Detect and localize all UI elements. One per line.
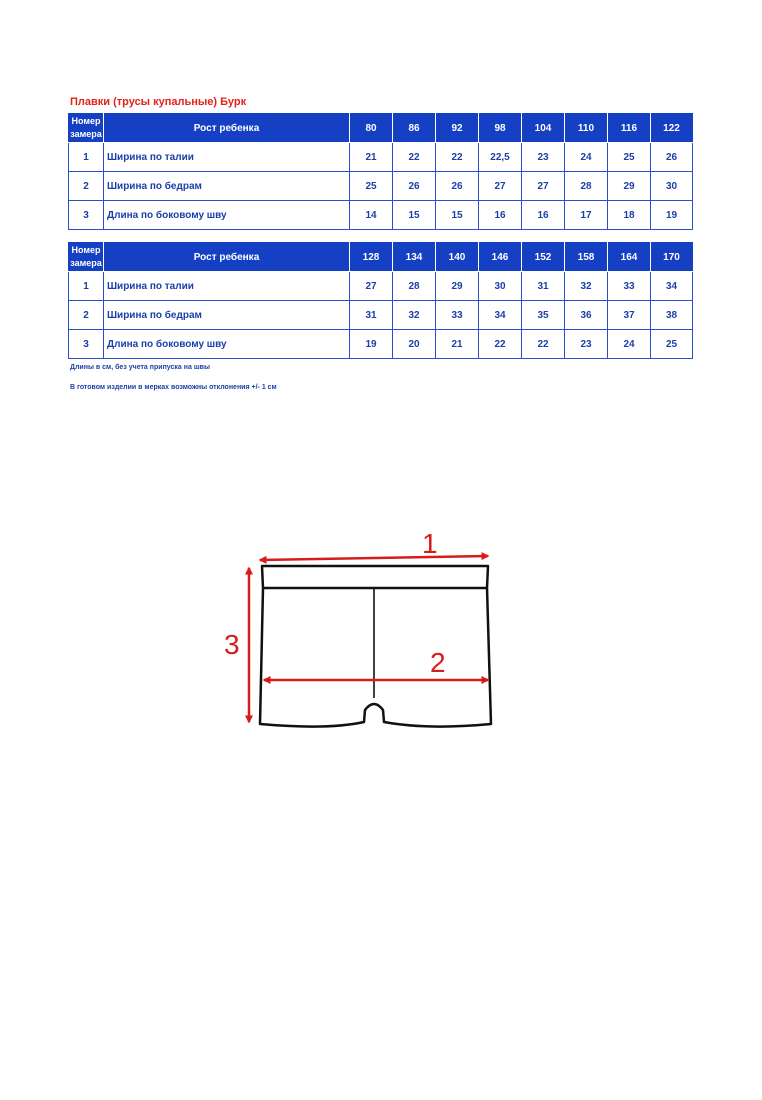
- size-header: 110: [565, 114, 608, 143]
- label-3: 3: [224, 629, 240, 660]
- measure-value: 25: [350, 172, 393, 201]
- label-1: 1: [422, 528, 438, 559]
- page-title: Плавки (трусы купальные) Бурк: [70, 96, 247, 108]
- measure-value: 22: [436, 143, 479, 172]
- measure-value: 35: [522, 301, 565, 330]
- measure-value: 26: [436, 172, 479, 201]
- label-2: 2: [430, 647, 446, 678]
- measure-number: 2: [69, 301, 104, 330]
- size-header: 116: [608, 114, 651, 143]
- measure-value: 30: [651, 172, 693, 201]
- measure-number-header: [69, 114, 104, 143]
- measure-value: 32: [565, 272, 608, 301]
- trunks-outline: [260, 588, 491, 727]
- measure-value: 24: [565, 143, 608, 172]
- measure-name: Длина по боковому шву: [104, 330, 350, 359]
- size-header: 86: [393, 114, 436, 143]
- measure-value: 31: [522, 272, 565, 301]
- measure-value: 33: [608, 272, 651, 301]
- measure-number: 3: [69, 201, 104, 230]
- measure-number: 1: [69, 143, 104, 172]
- measure-value: 22: [479, 330, 522, 359]
- measure-value: 22: [393, 143, 436, 172]
- measure-value: 29: [436, 272, 479, 301]
- measure-value: 25: [651, 330, 693, 359]
- header-number-line2: замера: [70, 129, 102, 139]
- size-header: 128: [350, 243, 393, 272]
- size-header: 164: [608, 243, 651, 272]
- measure-value: 27: [479, 172, 522, 201]
- measure-value: 22: [522, 330, 565, 359]
- size-header: 134: [393, 243, 436, 272]
- measure-value: 30: [479, 272, 522, 301]
- size-header: 140: [436, 243, 479, 272]
- measure-value: 14: [350, 201, 393, 230]
- measure-value: 20: [393, 330, 436, 359]
- measure-value: 34: [479, 301, 522, 330]
- measure-value: 19: [350, 330, 393, 359]
- table-row: [69, 330, 693, 359]
- size-header: 170: [651, 243, 693, 272]
- measure-value: 27: [522, 172, 565, 201]
- waist-width-arrow: [260, 556, 488, 560]
- units-note: Длины в см, без учета припуска на швы: [70, 364, 210, 371]
- height-header: Рост ребенка: [104, 114, 350, 143]
- size-header: 146: [479, 243, 522, 272]
- measure-value: 25: [608, 143, 651, 172]
- measure-value: 31: [350, 301, 393, 330]
- table-header-row: [69, 243, 693, 272]
- measure-value: 15: [393, 201, 436, 230]
- measure-value: 21: [350, 143, 393, 172]
- size-header: 152: [522, 243, 565, 272]
- measure-value: 26: [651, 143, 693, 172]
- table-row: [69, 272, 693, 301]
- measure-value: 34: [651, 272, 693, 301]
- measure-name: Длина по боковому шву: [104, 201, 350, 230]
- measure-value: 16: [522, 201, 565, 230]
- measure-value: 28: [565, 172, 608, 201]
- measure-value: 18: [608, 201, 651, 230]
- measure-number-header: [69, 243, 104, 272]
- table-row: [69, 172, 693, 201]
- measure-value: 26: [393, 172, 436, 201]
- measure-value: 33: [436, 301, 479, 330]
- size-header: 158: [565, 243, 608, 272]
- table-row: [69, 301, 693, 330]
- table-row: [69, 143, 693, 172]
- measure-value: 27: [350, 272, 393, 301]
- measure-value: 36: [565, 301, 608, 330]
- size-header: 104: [522, 114, 565, 143]
- size-header: 98: [479, 114, 522, 143]
- size-header: 92: [436, 114, 479, 143]
- measure-value: 19: [651, 201, 693, 230]
- measure-value: 17: [565, 201, 608, 230]
- measure-name: Ширина по талии: [104, 143, 350, 172]
- size-header: 122: [651, 114, 693, 143]
- measure-number: 2: [69, 172, 104, 201]
- swim-trunks-diagram: [218, 526, 508, 746]
- size-table-2: [68, 242, 693, 359]
- measure-value: 15: [436, 201, 479, 230]
- measure-value: 32: [393, 301, 436, 330]
- header-number-line1: Номер: [71, 116, 101, 126]
- size-header: 80: [350, 114, 393, 143]
- measure-value: 37: [608, 301, 651, 330]
- measure-value: 38: [651, 301, 693, 330]
- measure-value: 22,5: [479, 143, 522, 172]
- table-header-row: [69, 114, 693, 143]
- size-table-1: [68, 113, 693, 230]
- measure-value: 23: [522, 143, 565, 172]
- measure-value: 29: [608, 172, 651, 201]
- height-header: Рост ребенка: [104, 243, 350, 272]
- measure-name: Ширина по бедрам: [104, 301, 350, 330]
- measure-value: 23: [565, 330, 608, 359]
- measure-name: Ширина по талии: [104, 272, 350, 301]
- tolerance-note: В готовом изделии в мерках возможны отклонения +/- 1 см: [70, 384, 277, 391]
- measure-number: 1: [69, 272, 104, 301]
- header-number-line2: замера: [70, 258, 102, 268]
- measure-value: 21: [436, 330, 479, 359]
- measure-name: Ширина по бедрам: [104, 172, 350, 201]
- table-row: [69, 201, 693, 230]
- header-number-line1: Номер: [71, 245, 101, 255]
- measure-value: 28: [393, 272, 436, 301]
- measure-value: 16: [479, 201, 522, 230]
- waistband-outline: [262, 566, 488, 588]
- measure-value: 24: [608, 330, 651, 359]
- measure-number: 3: [69, 330, 104, 359]
